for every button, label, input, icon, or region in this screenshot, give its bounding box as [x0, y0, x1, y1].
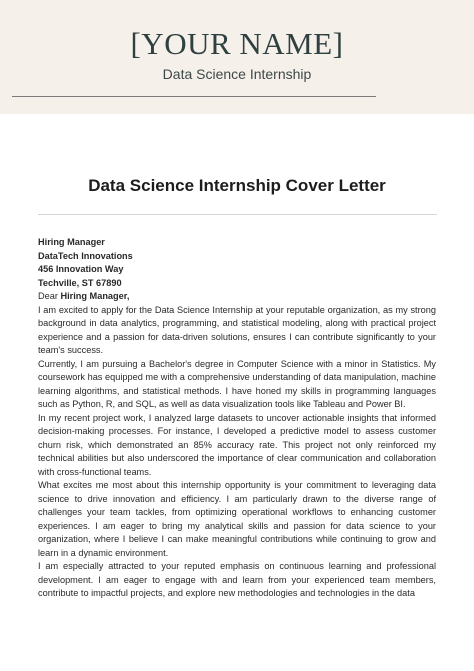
letter-body: [38, 236, 436, 601]
position-subtitle: Data Science Internship: [162, 66, 312, 82]
salutation-name: Hiring Manager,: [60, 291, 130, 301]
applicant-name: [YOUR NAME]: [130, 26, 344, 61]
paragraph-projects: In my recent project work, I analyzed large datasets to uncover actionable insights that informed decision-making processes. For instance, I developed a predictive model to assess customer churn risk, which demonstrated an 85% accuracy rate. This project not only reinforced my technical abilities but also underscored the importance of clear communication and collaboration with cross-functional teams.: [38, 412, 436, 477]
salutation-prefix: Dear: [38, 291, 61, 301]
recipient-name: Hiring Manager: [38, 237, 105, 247]
paragraph-development: I am especially attracted to your reputed emphasis on continuous learning and professional development. I am eager to engage with and learn from your experienced team members, contribute to impactful projects, and explore new methodologies and technologies in the data: [38, 561, 436, 598]
paragraph-intro: I am excited to apply for the Data Science Internship at your reputable organization, as my strong background in data analytics, programming, and statistical modeling, along with practical project experience and a passion for data-driven solutions, ensures I can contribute significantly to your team's success.: [38, 304, 436, 355]
document-title: Data Science Internship Cover Letter: [88, 176, 386, 195]
title-divider: [38, 214, 437, 215]
paragraph-education: Currently, I am pursuing a Bachelor's degree in Computer Science with a minor in Statistics. My coursework has equipped me with a comprehensive understanding of data manipulation, machine learning algorithms, and statistical methods. I have honed my skills in programming languages such as Python, R, and SQL, as well as data visualization tools like Tableau and Power BI.: [38, 358, 436, 409]
salutation: [38, 290, 436, 304]
recipient-company: DataTech Innovations: [38, 250, 133, 261]
recipient-street: 456 Innovation Way: [38, 264, 124, 274]
header-divider: [12, 96, 376, 97]
paragraph-motivation: What excites me most about this internship opportunity is your commitment to leveraging data science to drive innovation and efficiency. I am particularly drawn to the diverse range of challenges your team tackles, from optimizing operational workflows to enhancing customer experiences. I am eager to bring my analytical skills and passion for data science to your organization, where I believe I can make meaningful contributions while continuing to grow and learn in a dynamic environment.: [38, 480, 436, 558]
letterhead: [0, 0, 474, 114]
recipient-city: Techville, ST 67890: [38, 277, 122, 288]
